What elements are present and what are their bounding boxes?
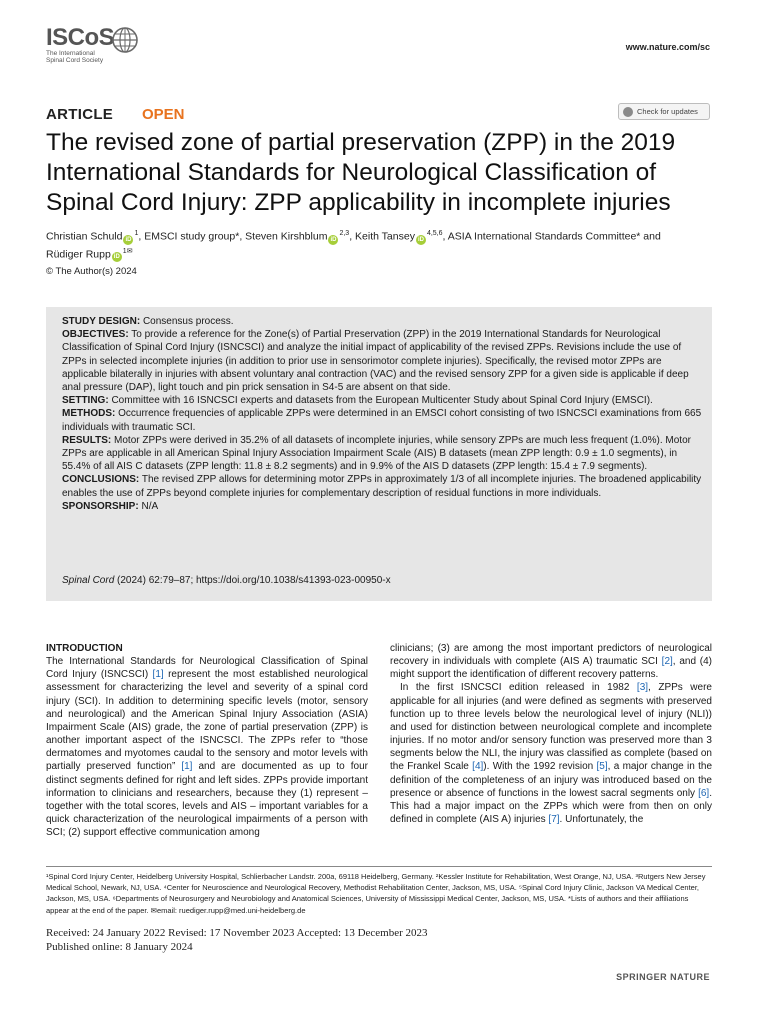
journal-site-link[interactable]: www.nature.com/sc bbox=[625, 42, 710, 52]
body-column-left bbox=[46, 642, 368, 839]
reference-link[interactable]: [6] bbox=[698, 787, 710, 799]
abstract-sponsorship: SPONSORSHIP: N/A bbox=[62, 500, 159, 512]
citation-line bbox=[62, 575, 391, 586]
orcid-icon[interactable]: iD bbox=[113, 254, 120, 260]
reference-link[interactable]: [1] bbox=[152, 669, 164, 681]
refresh-icon bbox=[623, 107, 633, 117]
section-heading-introduction: INTRODUCTION bbox=[46, 643, 123, 654]
affiliation-sup: 1 bbox=[134, 230, 139, 237]
author-name[interactable]: Christian Schuld bbox=[46, 230, 123, 243]
reference-link[interactable]: [5] bbox=[596, 761, 608, 773]
received-revised-accepted: Received: 24 January 2022 Revised: 17 November 2023 Accepted: 13 December 2023 bbox=[46, 927, 428, 939]
check-for-updates-button[interactable] bbox=[618, 103, 710, 120]
abstract-results: RESULTS: Motor ZPPs were derived in 35.2% of all datasets of incomplete injuries, while sensory ZPPs are much less frequent (1.0%). Motor ZPPs are applicable in all American Spinal Injury Association Impairment Scale (AIS) B datasets (mean ZPP length: 0.9 ± 1.0 segments), in 55.4% of all AIS C datasets (ZPP length: 11.8 ± 8.2 segments) and in 9.9% of the AIS D datasets (ZPP length: 15.4 ± 7.9 segments). bbox=[62, 434, 691, 473]
author-list bbox=[46, 227, 718, 262]
globe-icon bbox=[112, 27, 138, 53]
author-name[interactable]: , ASIA International Standards Committee* and bbox=[442, 230, 661, 243]
logo-sub-line-2: Spinal Cord Society bbox=[46, 57, 104, 64]
check-for-updates-label: Check for updates bbox=[637, 107, 698, 116]
journal-logo bbox=[46, 26, 156, 66]
logo-sub-line-1: The International bbox=[46, 50, 95, 57]
affiliation-sup: 1✉ bbox=[122, 247, 133, 255]
body-column-right bbox=[390, 642, 712, 826]
abstract-methods: METHODS: Occurrence frequencies of applicable ZPPs were determined in an EMSCI cohort consisting of two ISNCSCI examinations from 665 individuals with traumatic SCI. bbox=[62, 408, 702, 433]
reference-link[interactable]: [4] bbox=[472, 761, 484, 773]
reference-link[interactable]: [2] bbox=[661, 656, 673, 668]
citation-details[interactable]: (2024) 62:79–87; https://doi.org/10.1038/s41393-023-00950-x bbox=[114, 575, 391, 586]
orcid-icon[interactable]: iD bbox=[417, 236, 424, 243]
orcid-icon[interactable]: iD bbox=[125, 236, 132, 243]
publication-dates bbox=[46, 926, 712, 954]
article-type-label: ARTICLE bbox=[46, 106, 114, 123]
article-title: The revised zone of partial preservation (ZPP) in the 2019 International Standards for Neurological Classification of Spinal Cord Injury: ZPP applicability in incomplete injuries bbox=[46, 129, 676, 216]
author-name[interactable]: Rüdiger Rupp bbox=[46, 248, 111, 260]
paragraph: In the first ISNCSCI edition released in 1982 [3], ZPPs were applicable for all injuries (and were defined as segments with preserved function up to three levels below the neurological level of injury (NLI)) and used for distinction between neurological complete and incomplete injuries. If no motor and/or sensory function was preserved more than 3 segments below the NLI, the injury was classified as complete (based on the Frankel Scale [4]). With the 1992 revision [5], a major change in the definition of the completeness of an injury was introduced based on the presence or absence of functions in the lowest sacral segments only [6]. This had a major impact on the ZPPs which were from then on only defined in complete (AIS A) injuries [7]. Unfortunately, the bbox=[390, 682, 712, 826]
reference-link[interactable]: [7] bbox=[548, 814, 560, 826]
abstract-conclusions: CONCLUSIONS: The revised ZPP allows for determining motor ZPPs in approximately 1/3 of all incomplete injuries. The broadened applicability enables the use of ZPPs beyond complete injuries for complementary description of residual functions in more individuals. bbox=[62, 474, 702, 499]
reference-link[interactable]: [1] bbox=[181, 761, 193, 773]
published-online: Published online: 8 January 2024 bbox=[46, 941, 193, 953]
paragraph: clinicians; (3) are among the most important predictors of neurological recovery in individuals with complete (AIS A) traumatic SCI [2], and (4) might support the identification of different recovery patterns. bbox=[390, 643, 712, 681]
affiliation-sup: 2,3 bbox=[339, 230, 350, 237]
abstract-study-design: STUDY DESIGN: Consensus process. bbox=[62, 316, 234, 327]
affiliations-footnote: ¹Spinal Cord Injury Center, Heidelberg University Hospital, Schlierbacher Landstr. 200a, 69118 Heidelberg, Germany. ²Kessler Institute for Rehabilitation, West Orange, NJ, USA. ³Rutgers New Jersey Medical School, Newark, NJ, USA. ⁴Center for Neuroscience and Neurological Recovery, Methodist Rehabilitation Center, Jackson, MS, USA. ⁵Spinal Cord Injury Clinic, Jackson VA Medical Center, Jackson, MS, USA. ⁶Departments of Neurosurgery and Neurobiology and Anatomical Sciences, University of Mississippi Medical Center, Jackson, MS, USA. *Lists of authors and their affiliations appear at the end of the paper. ✉email: ruediger.rupp@med.uni-heidelberg.de bbox=[46, 872, 706, 915]
copyright-notice: © The Author(s) 2024 bbox=[46, 266, 137, 277]
abstract-setting: SETTING: Committee with 16 ISNCSCI experts and datasets from the European Multicenter Study about Spinal Cord Injury (EMSCI). bbox=[62, 395, 653, 407]
publisher-logo: SPRINGER NATURE bbox=[616, 972, 710, 982]
open-access-label: OPEN bbox=[142, 106, 185, 123]
citation-journal: Spinal Cord bbox=[62, 575, 115, 586]
paragraph: The International Standards for Neurological Classification of Spinal Cord Injury (ISNCSCI) [1] represent the most established neurological assessment for characterizing the level and severity of a spinal cord injury (SCI). In addition to determining specific levels (motor, sensory and neurological) and the American Spinal Injury Association (ASIA) Impairment Scale (AIS) grade, the zone of partial preservation (ZPP) is another important aspect of the ISNCSCI. The ZPPs refer to “those dermatomes and myotomes caudal to the sensory and motor levels with partially preserved function” [1] and are documented as up to four distinct segments defined for right and left sides. ZPPs provide important information to clinicians and researchers, because they (1) represent – together with the total scores, levels and AIS – important variables for a quick characterization of the neurological impairments of a person with SCI; (2) support effective communication among bbox=[46, 656, 368, 839]
orcid-icon[interactable]: iD bbox=[330, 236, 337, 243]
footnote-divider bbox=[46, 866, 712, 867]
author-name[interactable]: , EMSCI study group*, Steven Kirshblum bbox=[138, 230, 328, 243]
logo-main: ISCoS bbox=[46, 24, 115, 51]
abstract-objectives: OBJECTIVES: To provide a reference for the Zone(s) of Partial Preservation (ZPP) in the 2019 International Standards for Neurological Classification of Spinal Cord Injury (ISNCSCI) and analyze the initial impact of applicability of the revised ZPPs. Revisions include the use of ZPPs in selected incomplete injuries (in addition to prior use in sensorimotor complete injuries). Specifically, the revised motor ZPPs are applicable bilaterally in injuries with absent voluntary anal contraction (VAC) and the revised sensory ZPP for a given side is applicable if deep anal pressure (DAP), light touch and pin prick sensation in S4-5 are absent on that side. bbox=[62, 329, 689, 394]
affiliation-sup: 4,5,6 bbox=[426, 230, 443, 237]
reference-link[interactable]: [3] bbox=[636, 682, 649, 694]
abstract-text bbox=[62, 315, 702, 513]
author-name[interactable]: , Keith Tansey bbox=[349, 230, 415, 243]
